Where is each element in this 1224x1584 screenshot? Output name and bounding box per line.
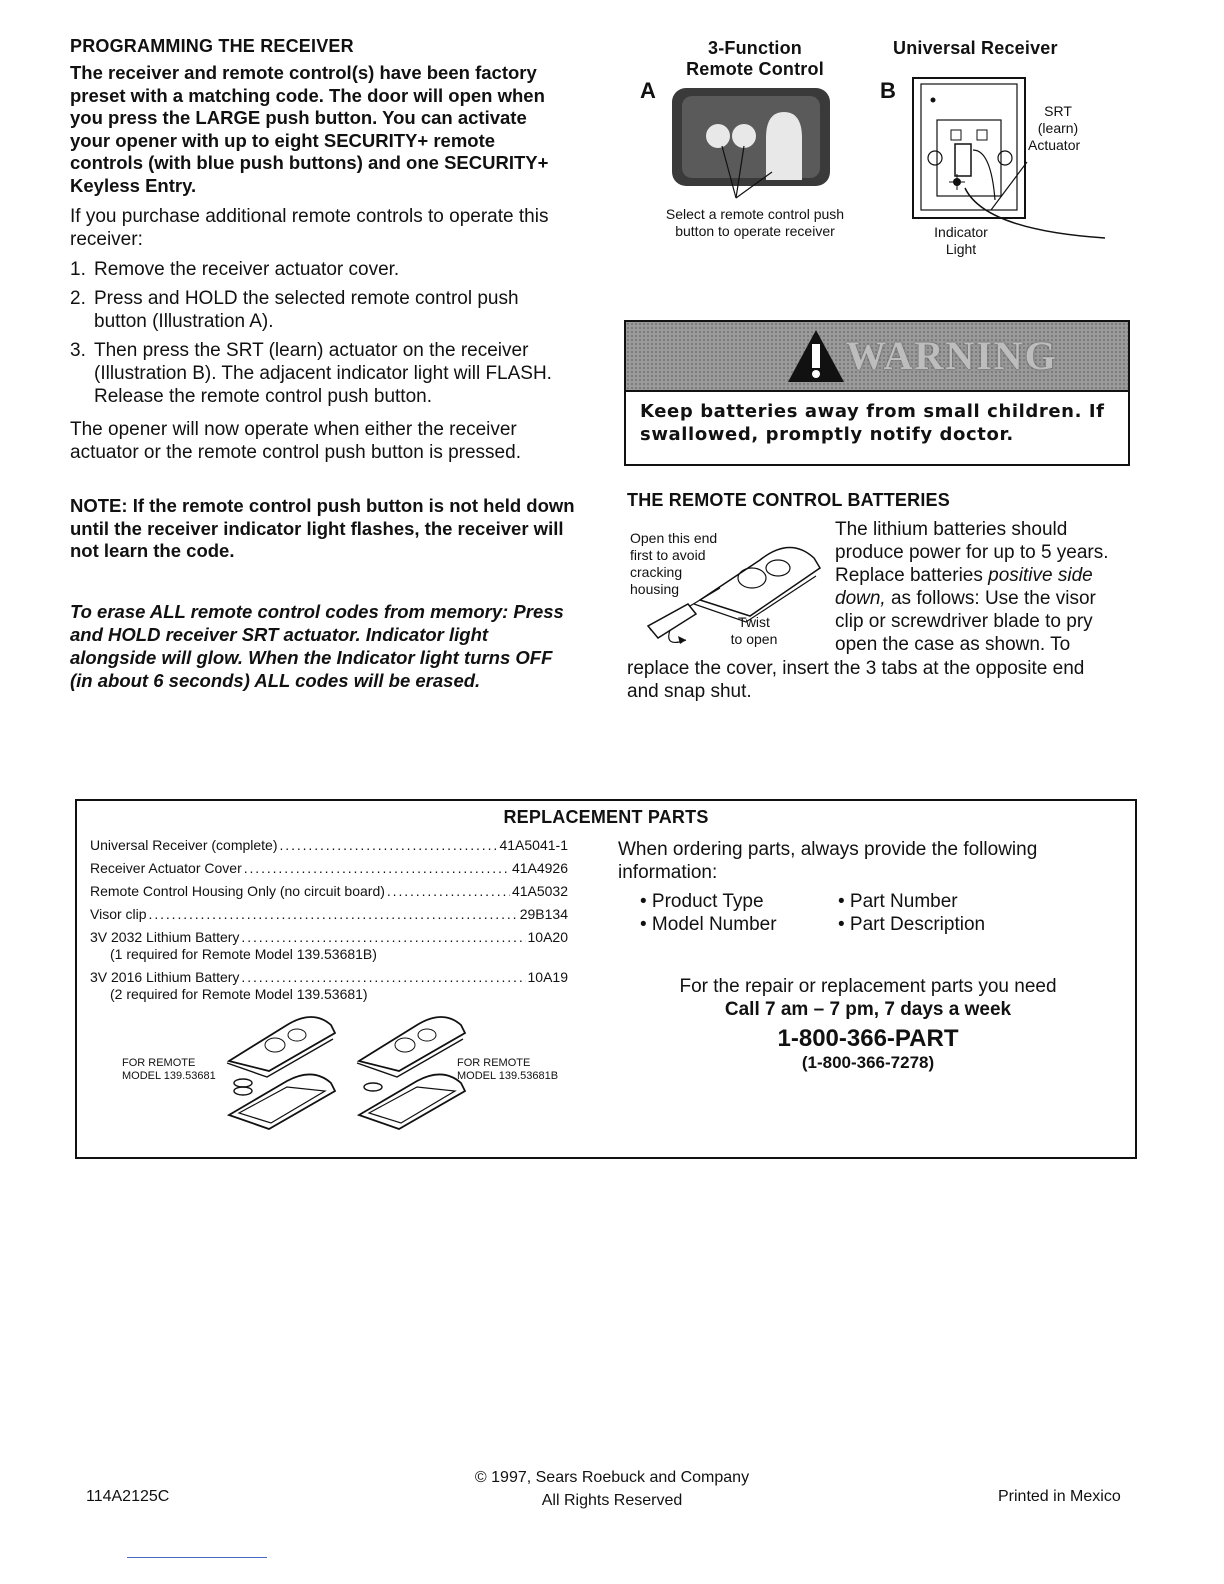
parts-list-item: Visor clip . . . 29B134	[90, 906, 568, 923]
programming-intro: The receiver and remote control(s) have been factory preset with a matching code. The door will open when you press the LARGE push button. You can activate your opener with up to eight SECURITY+ remote controls (with blue push buttons) and one SECURITY+ Keyless Entry.	[70, 62, 549, 196]
srt-label: SRT (learn)	[1037, 103, 1079, 136]
call-hours: Call 7 am – 7 pm, 7 days a week	[724, 999, 1012, 1020]
parts-list-item: Remote Control Housing Only (no circuit board) . . . 41A5032	[90, 883, 568, 900]
phone-number[interactable]: 1-800-366-PART	[777, 1025, 959, 1052]
small-button-left	[706, 124, 730, 148]
replacement-parts-title: REPLACEMENT PARTS	[503, 807, 709, 827]
repair-line: For the repair or replacement parts you need	[679, 976, 1057, 997]
programming-title: PROGRAMMING THE RECEIVER	[70, 36, 354, 56]
programming-result: The opener will now operate when either the receiver actuator or the remote control push button is pressed.	[70, 419, 521, 463]
remote-model-left	[227, 1017, 335, 1129]
open-end-label: Open this end first to avoid cracking housing	[630, 530, 718, 597]
warning-word: WARNING	[846, 333, 1058, 378]
step-item: 2. Press and HOLD the selected remote control push button (Illustration A).	[70, 288, 519, 332]
parts-list-item: Receiver Actuator Cover . . . 41A4926	[90, 860, 568, 877]
programming-note: NOTE: If the remote control push button is not held down until the receiver indicator light flashes, the receiver will not learn the code.	[70, 495, 575, 561]
phone-number-numeric: (1-800-366-7278)	[801, 1053, 935, 1072]
parts-list-note: (2 required for Remote Model 139.53681)	[110, 986, 368, 1002]
remote-control-illustration	[660, 80, 840, 200]
footer-divider	[127, 1557, 267, 1558]
erase-instructions: To erase ALL remote control codes from memory: Press and HOLD receiver SRT actuator. Indicator light alongside will glow. When the Indicator light turns OFF (in about 6 seconds) ALL codes will be erased.	[70, 601, 564, 691]
remote-right-label: FOR REMOTE MODEL 139.53681B	[457, 1057, 559, 1082]
illustration-a-letter: A	[640, 78, 656, 103]
ordering-bullets-right: • Part Number • Part Description	[838, 891, 986, 935]
ordering-bullets-left: • Product Type • Model Number	[640, 891, 777, 935]
receiver-housing	[913, 78, 1025, 218]
replacement-parts-box	[75, 799, 1137, 1159]
actuator-label: Actuator	[1028, 137, 1081, 153]
parts-list-item: Universal Receiver (complete) . . . 41A5041-1	[90, 837, 568, 854]
illustration-a-title: 3-Function Remote Control	[686, 38, 824, 79]
warning-box	[624, 320, 1130, 466]
printed-in: Printed in Mexico	[998, 1488, 1121, 1505]
parts-list-item: 3V 2016 Lithium Battery . . . 10A19	[90, 969, 568, 986]
srt-actuator	[955, 144, 971, 176]
parts-list	[90, 837, 568, 1003]
step-item: 1. Remove the receiver actuator cover.	[70, 259, 400, 280]
warning-text: Keep batteries away from small children. If swallowed, promptly notify doctor.	[640, 401, 1105, 445]
large-push-button	[766, 112, 802, 180]
indicator-light-label: Indicator Light	[934, 224, 988, 257]
receiver-illustration	[905, 70, 1115, 250]
small-button-middle	[732, 124, 756, 148]
twist-label: Twist to open	[730, 614, 778, 647]
step-item: 3. Then press the SRT (learn) actuator on the receiver (Illustration B). The adjacent indicator light will FLASH. Release the remote control push button.	[70, 340, 552, 407]
parts-list-item: 3V 2032 Lithium Battery . . . 10A20	[90, 929, 568, 946]
footer-copyright: © 1997, Sears Roebuck and Company All Rights Reserved	[474, 1469, 750, 1509]
batteries-text-side: The lithium batteries should produce power for up to 5 years. Replace batteries positive side down, as follows: Use the visor clip or screwdriver blade to pry open the case as shown. To	[835, 519, 1109, 655]
parts-list-note: (1 required for Remote Model 139.53681B)	[110, 946, 377, 962]
remote-model-right	[357, 1017, 465, 1129]
batteries-title: THE REMOTE CONTROL BATTERIES	[627, 490, 950, 510]
illustration-b-letter: B	[880, 78, 896, 103]
ordering-intro: When ordering parts, always provide the following information:	[618, 839, 1038, 883]
programming-steps	[70, 258, 570, 414]
screwdriver-icon	[648, 604, 696, 638]
warning-triangle-icon	[786, 328, 846, 384]
remote-left-label: FOR REMOTE MODEL 139.53681	[122, 1057, 216, 1082]
warning-banner	[626, 322, 1128, 392]
programming-additional: If you purchase additional remote controls to operate this receiver:	[70, 206, 549, 250]
illustration-b-title: Universal Receiver	[893, 38, 1058, 58]
batteries-text-bottom: replace the cover, insert the 3 tabs at the opposite end and snap shut.	[627, 658, 1085, 702]
receiver-board	[937, 120, 1001, 196]
remote-housing-outline	[700, 547, 820, 616]
illustration-a-caption: Select a remote control push button to operate receiver	[665, 206, 845, 239]
document-code: 114A2125C	[86, 1488, 170, 1505]
